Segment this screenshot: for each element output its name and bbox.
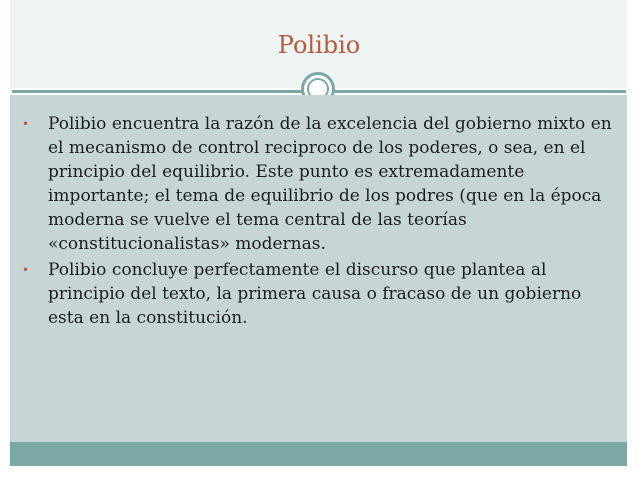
- bullet-list: [22, 112, 612, 332]
- slide-title: Polibio: [277, 31, 361, 59]
- bullet-item: [22, 258, 612, 330]
- bullet-icon: •: [22, 117, 30, 131]
- bullet-icon: •: [22, 263, 30, 277]
- bullet-text: Polibio encuentra la razón de la excelencia del gobierno mixto en el mecanismo de control reciproco de los poderes, o sea, en el principio del equilibrio. Este punto es extremadamente importante; el tema de equilibrio de los podres (que en la época moderna se vuelve el tema central de las teorías «constitucionalistas» modernas.: [48, 114, 612, 254]
- bullet-text: Polibio concluye perfectamente el discurso que plantea al principio del texto, la primera causa o fracaso de un gobierno esta en la constitución.: [48, 260, 582, 328]
- footer-band: [10, 442, 627, 466]
- bullet-item: [22, 112, 612, 256]
